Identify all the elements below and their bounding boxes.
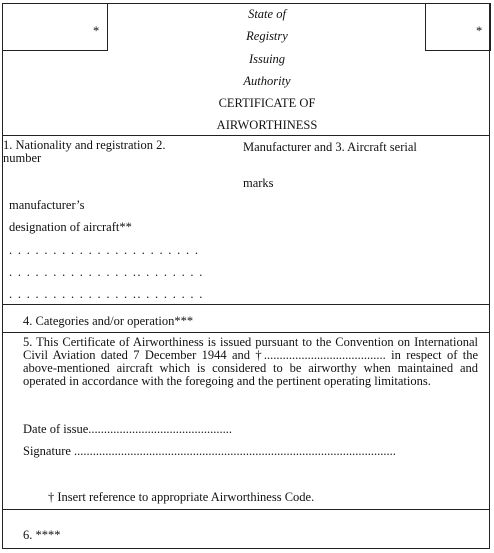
section-6-label: 6. **** bbox=[23, 528, 61, 542]
certificate-paragraph: 5. This Certificate of Airworthiness is issued pursuant to the Convention on International Civil Aviation dated 7 December 1944 and †....................................... in respect of the above-mentioned aircraft which is considered to be airworthy when maintained and operated in accordance with the foregoing and the pertinent operating limitations. bbox=[23, 335, 478, 388]
right-corner-box bbox=[425, 3, 491, 51]
title-line-1: CERTIFICATE OF bbox=[218, 96, 316, 110]
divider-4 bbox=[3, 509, 489, 510]
date-of-issue: Date of issue.............................................. bbox=[23, 422, 233, 436]
state-line-4: Authority bbox=[243, 74, 291, 88]
nationality-label-2: number bbox=[3, 151, 42, 165]
manufacturer-label-2: marks bbox=[243, 176, 274, 190]
nationality-label: 1. Nationality and registration 2. bbox=[3, 138, 166, 152]
divider-3 bbox=[3, 332, 489, 333]
state-line-1: State of bbox=[248, 7, 286, 21]
manufacturer-label: Manufacturer and 3. Aircraft serial bbox=[243, 140, 417, 154]
dotted-field-1: . . . . . . . . . . . . . . . . . . . . . . bbox=[9, 243, 200, 257]
divider-2 bbox=[3, 304, 489, 305]
state-line-3: Issuing bbox=[248, 52, 286, 66]
right-corner-mark: * bbox=[476, 24, 483, 38]
dotted-field-3: . . . . . . . . . . . . . . .. . . . . . . . bbox=[9, 287, 204, 301]
signature-line: Signature ....................................................................................................... bbox=[23, 444, 396, 458]
left-corner-mark: * bbox=[93, 24, 100, 38]
airworthiness-footnote: † Insert reference to appropriate Airworthiness Code. bbox=[48, 490, 315, 504]
title-line-2: AIRWORTHINESS bbox=[216, 118, 318, 132]
divider-1 bbox=[3, 135, 489, 136]
designation-label: manufacturer’s bbox=[9, 198, 85, 212]
state-line-2: Registry bbox=[246, 29, 288, 43]
designation-label-2: designation of aircraft** bbox=[9, 220, 132, 234]
categories-label: 4. Categories and/or operation*** bbox=[23, 314, 194, 328]
certificate-form bbox=[2, 3, 490, 549]
left-corner-box bbox=[2, 3, 108, 51]
dotted-field-2: . . . . . . . . . . . . . . .. . . . . . . . bbox=[9, 265, 204, 279]
